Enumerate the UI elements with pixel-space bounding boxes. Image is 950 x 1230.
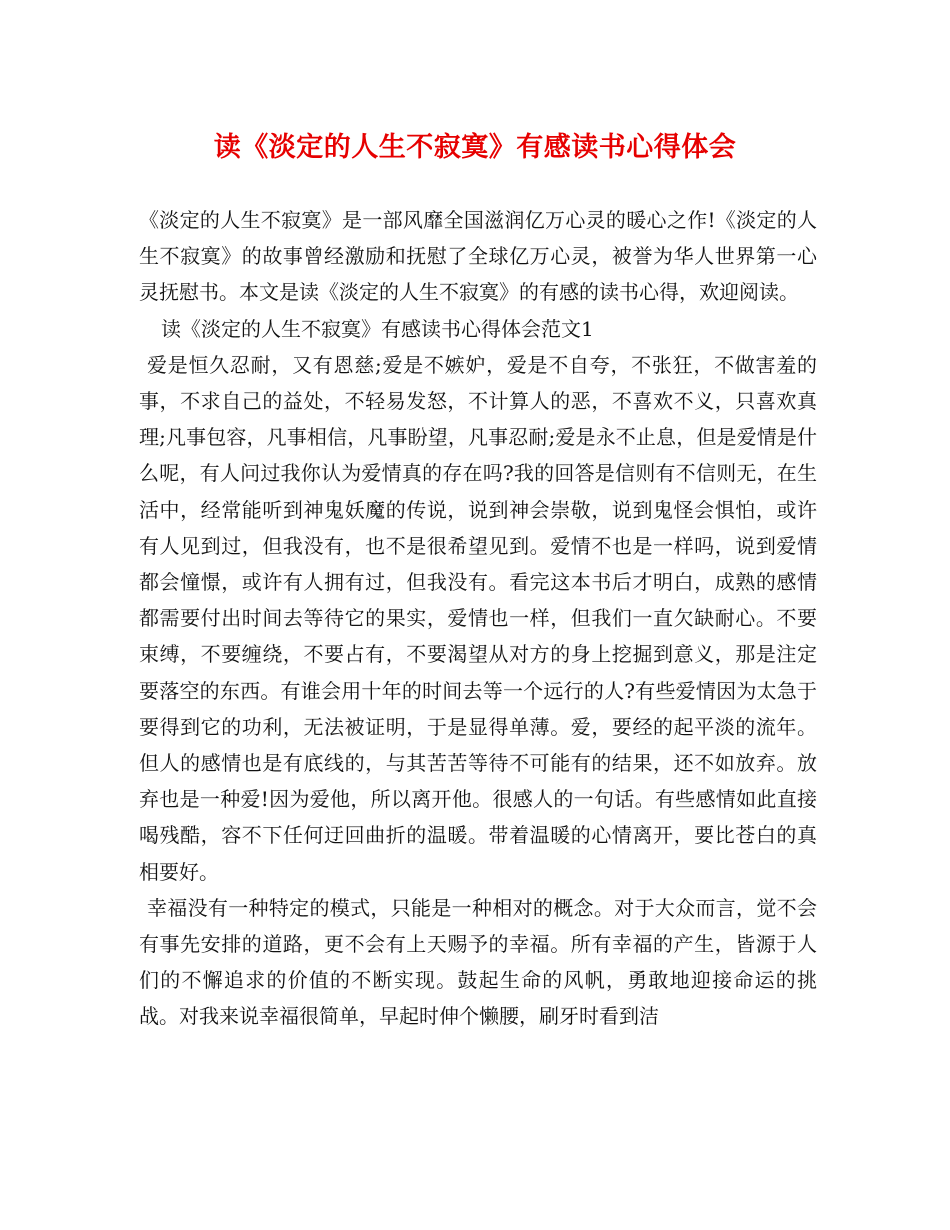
section-heading: 读《淡定的人生不寂寞》有感读书心得体会范文1 [161, 316, 594, 341]
body-paragraph-love: 爱是恒久忍耐，又有恩慈;爱是不嫉妒，爱是不自夸，不张狂，不做害羞的事，不求自己的益处，不轻易发怒，不计算人的恶，不喜欢不义，只喜欢真理;凡事包容，凡事相信，凡事盼望，凡事忍耐;爱是永不止息，但是爱情是什么呢，有人问过我你认为爱情真的存在吗?我的回答是信则有不信则无，在生活中，经常能听到神鬼妖魔的传说，说到神会崇敬，说到鬼怪会惧怕，或许有人见到过，但我没有，也不是很希望见到。爱情不也是一样吗，说到爱情都会憧憬，或许有人拥有过，但我没有。看完这本书后才明白，成熟的感情都需要付出时间去等待它的果实，爱情也一样，但我们一直欠缺耐心。不要束缚，不要缠绕，不要占有，不要渴望从对方的身上挖掘到意义，那是注定要落空的东西。有谁会用十年的时间去等一个远行的人?有些爱情因为太急于要得到它的功利，无法被证明，于是显得单薄。爱，要经的起平淡的流年。但人的感情也是有底线的，与其苦苦等待不可能有的结果，还不如放弃。放弃也是一种爱!因为爱他，所以离开他。很感人的一句话。有些感情如此直接喝残酷，容不下任何迂回曲折的温暖。带着温暖的心情离开，要比苍白的真相要好。 [139, 352, 817, 884]
body-paragraph-happiness: 幸福没有一种特定的模式，只能是一种相对的概念。对于大众而言，觉不会有事先安排的道路，更不会有上天赐予的幸福。所有幸福的产生，皆源于人们的不懈追求的价值的不断实现。鼓起生命的风帆，勇敢地迎接命运的挑战。对我来说幸福很简单，早起时伸个懒腰，刷牙时看到洁 [139, 895, 817, 1029]
document-body [139, 202, 817, 1035]
document-title: 读《淡定的人生不寂寞》有感读书心得体会 [213, 132, 737, 163]
intro-paragraph: 《淡定的人生不寂寞》是一部风靡全国滋润亿万心灵的暖心之作!《淡定的人生不寂寞》的故事曾经激励和抚慰了全球亿万心灵，被誉为华人世界第一心灵抚慰书。本文是读《淡定的人生不寂寞》的有感的读书心得，欢迎阅读。 [139, 208, 817, 305]
